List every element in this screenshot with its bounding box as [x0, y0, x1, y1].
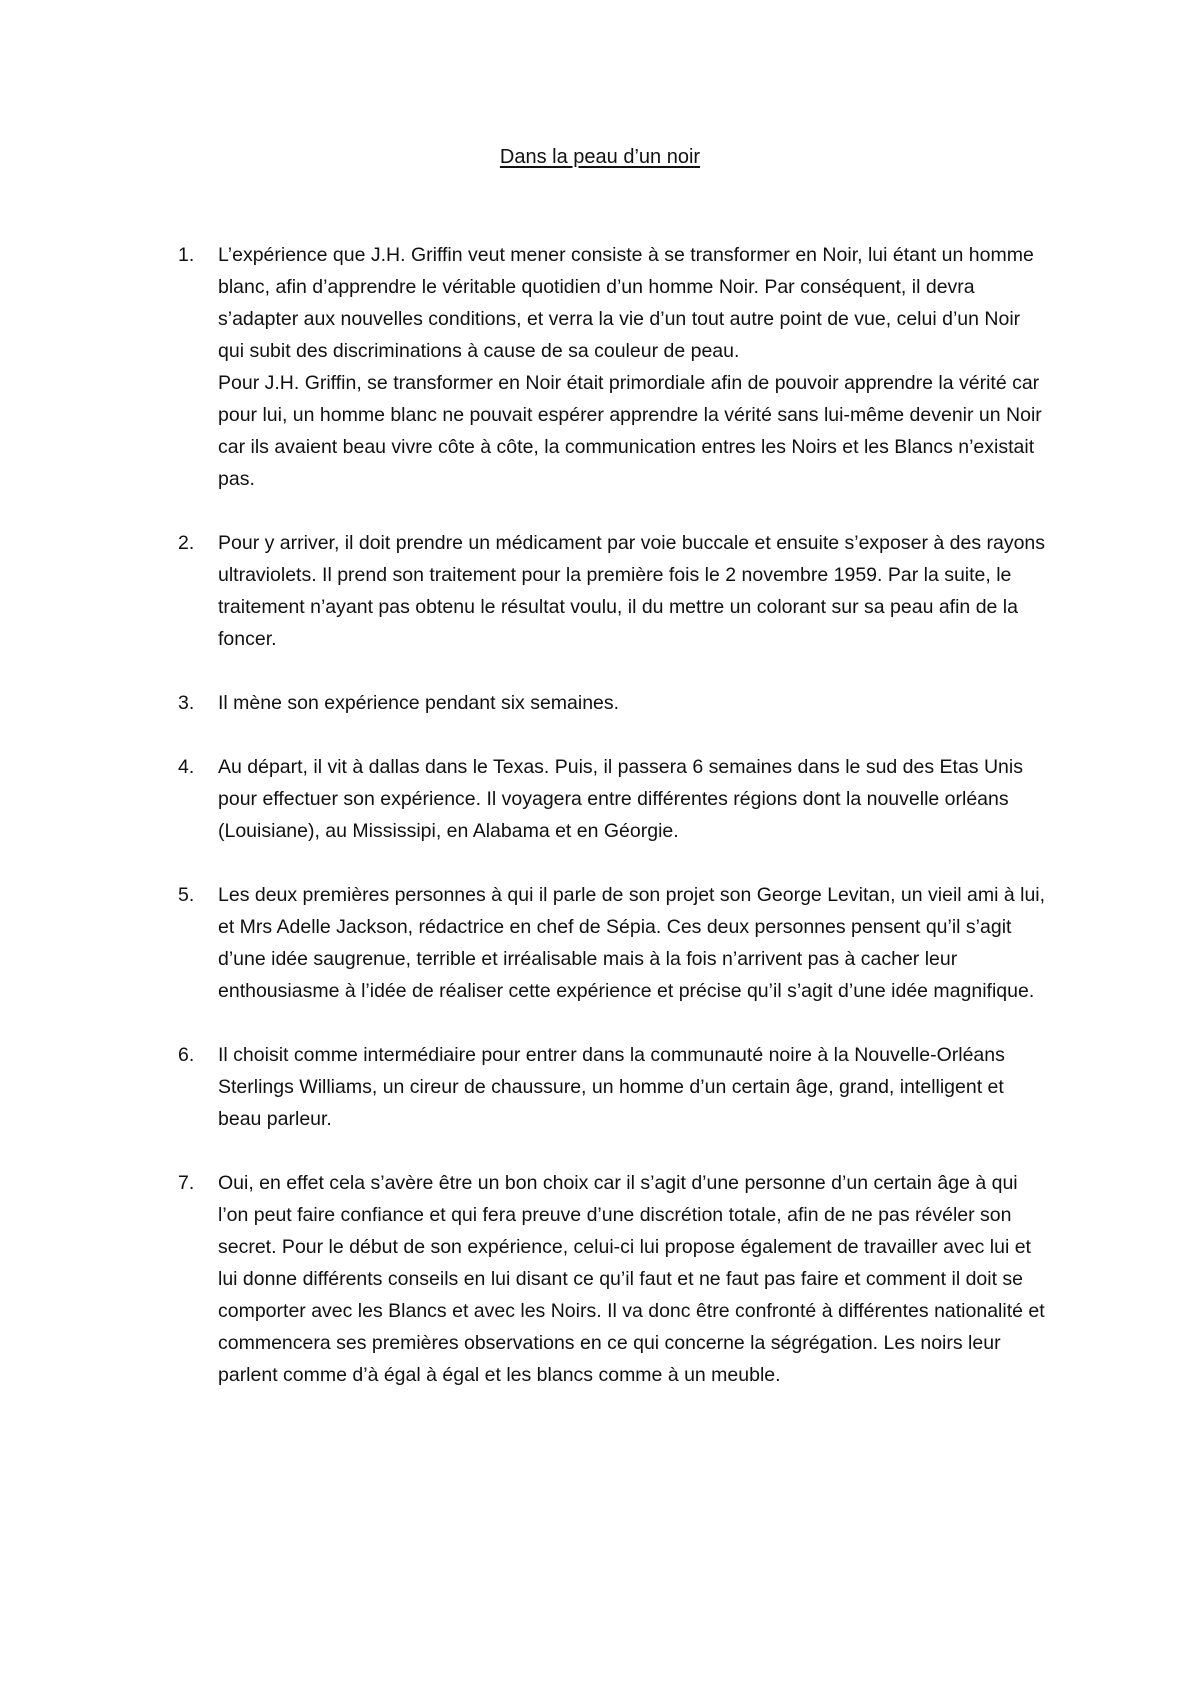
item-number: 5.: [178, 884, 195, 906]
list-item-1: [178, 239, 1048, 495]
item-text: Il mène son expérience pendant six semaines.: [218, 692, 620, 714]
item-text: Il choisit comme intermédiaire pour entrer dans la communauté noire à la Nouvelle-Orléans Sterlings Williams, un cireur de chaussure, un homme d’un certain âge, grand, intelligent et beau parleur.: [218, 1044, 1005, 1130]
item-text: Les deux premières personnes à qui il parle de son projet son George Levitan, un vieil ami à lui, et Mrs Adelle Jackson, rédactrice en chef de Sépia. Ces deux personnes pensent qu’il s’agit d’une idée saugrenue, terrible et irréalisable mais à la fois n’arrivent pas à cacher leur enthousiasme à l’idée de réaliser cette expérience et précise qu’il s’agit d’une idée magnifique.: [218, 884, 1046, 1002]
item-text: Oui, en effet cela s’avère être un bon choix car il s’agit d’une personne d’un certain âge à qui l’on peut faire confiance et qui fera preuve d’une discrétion totale, afin de ne pas révéler son secret. Pour le début de son expérience, celui-ci lui propose également de travailler avec lui et lui donne différents conseils en lui disant ce qu’il faut et ne faut pas faire et comment il doit se comporter avec les Blancs et avec les Noirs. Il va donc être confronté à différentes nationalité et commencera ses premières observations en ce qui concerne la ségrégation. Les noirs leur parlent comme d’à égal à égal et les blancs comme à un meuble.: [218, 1172, 1045, 1386]
list-item-3: [178, 687, 1048, 719]
item-number: 1.: [178, 244, 195, 266]
item-number: 4.: [178, 756, 195, 778]
item-number: 6.: [178, 1044, 195, 1066]
document-title-text: Dans la peau d’un noir: [499, 146, 701, 168]
item-text: Au départ, il vit à dallas dans le Texas. Puis, il passera 6 semaines dans le sud des Etas Unis pour effectuer son expérience. Il voyagera entre différentes régions dont la nouvelle orléans (Louisiane), au Mississipi, en Alabama et en Géorgie.: [218, 756, 1023, 842]
list-item-5: [178, 879, 1048, 1007]
item-number: 2.: [178, 532, 195, 554]
list-item-2: [178, 527, 1048, 655]
item-number: 3.: [178, 692, 195, 714]
document-title: [0, 144, 1200, 170]
list-item-4: [178, 751, 1048, 847]
list-item-7: [178, 1167, 1048, 1391]
answer-list: [0, 239, 1200, 1423]
item-extra-text: Pour J.H. Griffin, se transformer en Noir était primordiale afin de pouvoir apprendre la vérité car pour lui, un homme blanc ne pouvait espérer apprendre la vérité sans lui-même devenir un Noir car ils avaient beau vivre côte à côte, la communication entres les Noirs et les Blancs n’existait pas.: [218, 372, 1042, 490]
item-text: Pour y arriver, il doit prendre un médicament par voie buccale et ensuite s’exposer à des rayons ultraviolets. Il prend son traitement pour la première fois le 2 novembre 1959. Par la suite, le traitement n’ayant pas obtenu le résultat voulu, il du mettre un colorant sur sa peau afin de la foncer.: [218, 532, 1046, 650]
item-number: 7.: [178, 1172, 195, 1194]
list-item-6: [178, 1039, 1048, 1135]
item-text: L’expérience que J.H. Griffin veut mener consiste à se transformer en Noir, lui étant un homme blanc, afin d’apprendre le véritable quotidien d’un homme Noir. Par conséquent, il devra s’adapter aux nouvelles conditions, et verra la vie d’un tout autre point de vue, celui d’un Noir qui subit des discriminations à cause de sa couleur de peau.: [218, 244, 1034, 362]
